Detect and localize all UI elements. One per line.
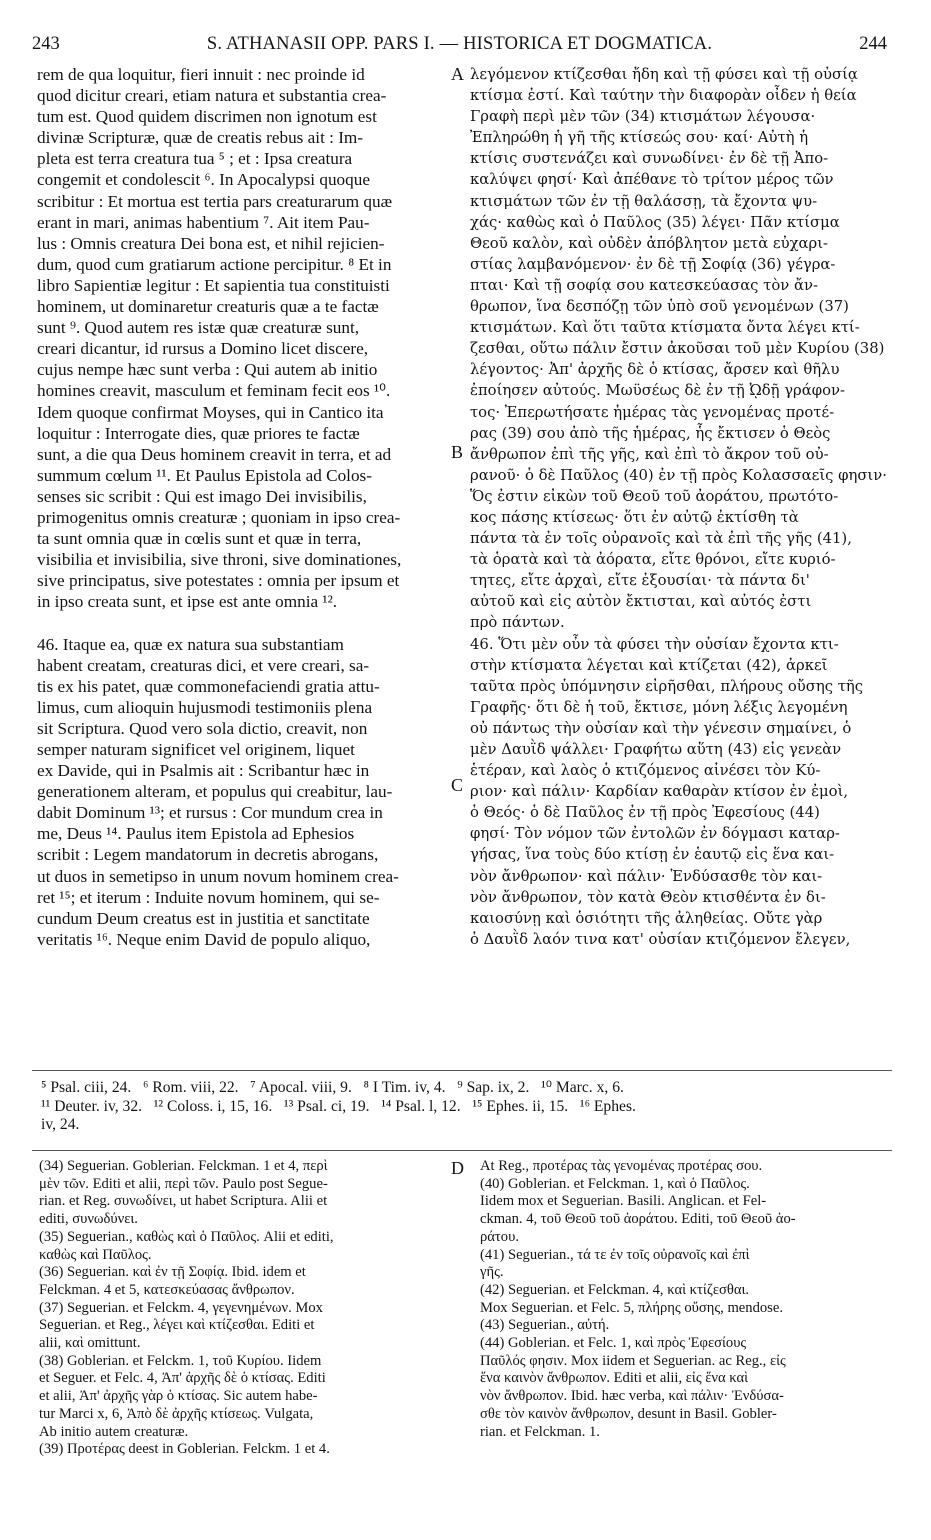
latin-column xyxy=(37,64,449,950)
latin-text-line: rem de qua loquitur, fieri innuit : nec proinde id xyxy=(37,65,365,84)
latin-text-line: tis ex his patet, quæ commonefaciendi gratia attu- xyxy=(37,676,380,696)
latin-text-line: ret ¹⁵; et iterum : Induite novum hominem, qui se- xyxy=(37,887,380,907)
running-title: S. ATHANASII OPP. PARS I. — HISTORICA ET DOGMATICA. xyxy=(206,34,713,54)
note-line: tur Marci x, 6, Ἀπὸ δὲ ἀρχῆς κτίσεως. Vulgata, xyxy=(39,1405,314,1422)
note-line: (39) Προτέρας deest in Goblerian. Felckm. 1 et 4. xyxy=(39,1441,330,1458)
greek-text-line: 46. Ὅτι μὲν οὖν τὰ φύσει τὴν οὐσίαν ἔχοντα κτι- xyxy=(470,635,839,653)
greek-column xyxy=(470,64,885,950)
note-line: rian. et Felckman. 1. xyxy=(480,1423,600,1440)
greek-text-line: ριον· καὶ πάλιν· Καρδίαν καθαρὰν κτίσον ἐν ἐμοὶ, xyxy=(470,783,849,801)
margin-marker-b: B xyxy=(451,442,464,462)
latin-text-line: cundum Deum creatus est in justitia et sanctitate xyxy=(37,908,370,928)
note-line: καθὼς καὶ Παῦλος. xyxy=(39,1246,152,1263)
note-line: (43) Seguerian., αὐτή. xyxy=(480,1317,610,1334)
greek-text-line: Θεοῦ καλὸν, καὶ οὐδὲν ἀπόβλητον μετὰ εὐχαρι- xyxy=(470,234,829,252)
latin-text-line: sunt ⁹. Quod autem res istæ quæ creaturæ sunt, xyxy=(37,318,360,338)
greek-text-line: νὸν ἄνθρωπον, τὸν κατὰ Θεὸν κτισθέντα ἐν δι- xyxy=(470,888,826,906)
latin-text-line: tum est. Quod quidem discrimen non ignotum est xyxy=(37,107,377,127)
latin-text-line: habent creatam, creaturas dici, et vere creari, sa- xyxy=(37,655,370,675)
greek-text-line: θρωπον, ἵνα δεσπόζῃ τῶν ὑπὸ σοῦ γενομένων (37) xyxy=(470,298,849,316)
latin-text-line: me, Deus ¹⁴. Paulus item Epistola ad Ephesios xyxy=(37,824,355,844)
greek-text-line: κτισμάτων. Καὶ ὅτι ταῦτα κτίσματα ὄντα λέγει κτί- xyxy=(470,319,860,337)
margin-marker-d: D xyxy=(451,1158,464,1178)
note-line: Seguerian. et Reg., λέγει καὶ κτίζεσθαι. Editi et xyxy=(39,1317,315,1334)
note-line: ckman. 4, τοῦ Θεοῦ τοῦ ἀοράτου. Editi, τοῦ Θεοῦ ἀο- xyxy=(480,1211,796,1228)
greek-text-line: τητες, εἴτε ἀρχαὶ, εἴτε ἐξουσίαι· τὰ πάντα δι' xyxy=(470,572,810,590)
greek-text-line: αὐτοῦ καὶ εἰς αὐτὸν ἔκτισται, καὶ αὐτός ἐστι xyxy=(470,593,812,611)
latin-text-line: Idem quoque confirmat Moyses, qui in Cantico ita xyxy=(37,402,384,422)
greek-text-line: καλύψει φησί· Καὶ ἀπέθανε τὸ τρίτον μέρος τῶν xyxy=(470,171,834,189)
latin-text-line: quod dicitur creari, etiam natura et substantia crea- xyxy=(37,86,387,106)
latin-text-line: senses sic scribit : Qui est imago Dei invisibilis, xyxy=(37,486,367,506)
note-line: Ab initio autem creaturæ. xyxy=(39,1423,189,1440)
greek-text-line: ὁ Δαυῒδ λαόν τινα κατ' οὐσίαν κτιζόμενον ἔλεγεν, xyxy=(470,930,851,948)
latin-text-line: scribitur : Et mortua est tertia pars creaturarum quæ xyxy=(37,191,393,211)
greek-text-line: ταῦτα πρὸς ὑπόμνησιν εἰρῆσθαι, πλήρους οὔσης τῆς xyxy=(470,677,864,695)
footnote-line: ¹¹ Deuter. iv, 32. ¹² Coloss. i, 15, 16. ¹³ Psal. ci, 19. ¹⁴ Psal. l, 12. ¹⁵ Ephes. ii, 15. ¹⁶ Ephes. xyxy=(41,1097,636,1115)
latin-text-line: divinæ Scripturæ, quæ de creatis rebus ait : Im- xyxy=(37,128,364,148)
latin-text-line: pleta est terra creatura tua ⁵ ; et : Ipsa creatura xyxy=(37,149,353,169)
margin-marker-c: C xyxy=(451,775,464,795)
note-line: (37) Seguerian. et Felckm. 4, γεγενημένων. Mox xyxy=(39,1299,323,1316)
note-line: (38) Goblerian. et Felckm. 1, τοῦ Κυρίου. Iidem xyxy=(39,1352,322,1369)
latin-text-line: ex Davide, qui in Psalmis ait : Scribantur hæc in xyxy=(37,761,370,781)
note-line: alii, καὶ omittunt. xyxy=(39,1335,141,1352)
note-line: (36) Seguerian. καὶ ἐν τῇ Σοφίᾳ. Ibid. idem et xyxy=(39,1264,306,1281)
note-line: σθε τὸν καινὸν ἄνθρωπον, desunt in Basil. Gobler- xyxy=(480,1405,777,1422)
greek-text-line: ὁ Θεός· ὁ δὲ Παῦλος ἐν τῇ πρὸς Ἐφεσίους (44) xyxy=(470,804,820,822)
latin-text-line xyxy=(37,612,449,633)
latin-text-line: congemit et condolescit ⁶. In Apocalypsi quoque xyxy=(37,170,370,190)
latin-text-line: hominem, ut dominaretur creaturis quæ a te factæ xyxy=(37,297,379,317)
greek-text-line: Ἐπληρώθη ἡ γῆ τῆς κτίσεώς σου· καί· Αὐτὴ ἡ xyxy=(470,129,809,147)
greek-text-line: κτίσις συστενάζει καὶ συνωδίνει· ἐν δὲ τῇ Ἀπο- xyxy=(470,150,829,168)
greek-text-line: γήσας, ἵνα τοὺς δύο κτίσῃ ἐν ἑαυτῷ εἰς ἕνα και- xyxy=(470,846,835,864)
notes-divider xyxy=(32,1150,892,1151)
critical-notes-left xyxy=(39,1158,451,1459)
critical-notes-right xyxy=(480,1158,890,1441)
greek-text-line: καιοσύνῃ καὶ ὁσιότητι τῆς ἀληθείας. Οὔτε γὰρ xyxy=(470,909,823,927)
latin-text-line: libro Sapientiæ legitur : Et sapientia tua constituisti xyxy=(37,275,390,295)
greek-text-line: κτίσμα ἐστί. Καὶ ταύτην τὴν διαφορὰν οἶδεν ἡ θεία xyxy=(470,87,857,105)
note-line: Felckman. 4 et 5, κατεσκεύασας ἄνθρωπον. xyxy=(39,1281,295,1298)
latin-text-line: homines creavit, masculum et feminam fecit eos ¹⁰. xyxy=(37,381,391,401)
greek-text-line: ρανοῦ· ὁ δὲ Παῦλος (40) ἐν τῇ πρὸς Κολασσαεῖς φησιν· xyxy=(470,466,887,484)
latin-text-line: in ipso creata sunt, et ipse est ante omnia ¹². xyxy=(37,592,338,612)
note-line: (35) Seguerian., καθὼς καὶ ὁ Παῦλος. Alii et editi, xyxy=(39,1228,334,1245)
scripture-footnotes xyxy=(41,1079,891,1135)
latin-text-line: loquitur : Interrogate dies, quæ priores te factæ xyxy=(37,423,360,443)
greek-text-line: ἄνθρωπον ἐπὶ τῆς γῆς, καὶ ἐπὶ τὸ ἄκρον τοῦ οὐ- xyxy=(470,445,829,463)
latin-text-line: sunt, a die qua Deus hominem creavit in terra, et ad xyxy=(37,444,392,464)
note-line: (34) Seguerian. Goblerian. Felckman. 1 et 4, περὶ xyxy=(39,1158,328,1174)
latin-text-line: veritatis ¹⁶. Neque enim David de populo aliquo, xyxy=(37,929,371,949)
page-number-left: 243 xyxy=(32,34,60,54)
greek-text-line: τὰ ὁρατὰ καὶ τὰ ἀόρατα, εἴτε θρόνοι, εἴτε κυριό- xyxy=(470,551,836,569)
latin-text-line: cujus nempe hæc sunt verba : Qui autem ab initio xyxy=(37,360,378,380)
greek-text-line: πται· Καὶ τῇ σοφίᾳ σου κατεσκεύασας τὸν ἄν- xyxy=(470,276,818,294)
latin-text-line: visibilia et invisibilia, sive throni, sive dominationes, xyxy=(37,550,402,570)
greek-text-line: πρὸ πάντων. xyxy=(470,614,565,632)
greek-text-line: τος· Ἐπερωτήσατε ἡμέρας τὰς γενομένας προτέ- xyxy=(470,403,835,421)
note-line: rian. et Reg. συνωδίνει, ut habet Scriptura. Alii et xyxy=(39,1193,328,1210)
greek-text-line: λέγοντος· Ἀπ' ἀρχῆς δὲ ὁ κτίσας, ἄρσεν καὶ θῆλυ xyxy=(470,361,840,379)
note-line: ράτου. xyxy=(480,1228,519,1245)
greek-text-line: ζεσθαι, οὕτω πάλιν ἔστιν ἀκοῦσαι τοῦ μὲν Κυρίου (38) xyxy=(470,340,885,358)
latin-text-line: erant in mari, animas habentium ⁷. Ait item Pau- xyxy=(37,212,370,232)
greek-text-line: στὴν κτίσματα λέγεται καὶ κτίζεται (42), ἀρκεῖ xyxy=(470,656,828,674)
greek-text-line: λεγόμενον κτίζεσθαι ἤδη καὶ τῇ φύσει καὶ τῇ οὐσίᾳ xyxy=(470,66,858,83)
note-line: Mox Seguerian. et Felc. 5, πλήρης οὔσης, mendose. xyxy=(480,1299,783,1316)
greek-text-line: οὐ πάντως τὴν οὐσίαν καὶ τὴν γένεσιν σημαίνει, ὁ xyxy=(470,719,852,737)
latin-text-line: sit Scriptura. Quod vero sola dictio, creavit, non xyxy=(37,718,368,738)
latin-text-line: semper naturam significet vel originem, liquet xyxy=(37,740,355,759)
note-line: (40) Goblerian. et Felckman. 1, καὶ ὁ Παῦλος. xyxy=(480,1175,750,1192)
greek-text-line: Γραφῆς· ὅτι δὲ ἡ τοῦ, ἔκτισε, μόνη λέξις λεγομένη xyxy=(470,698,848,716)
note-line: μὲν τῶν. Editi et alii, περὶ τῶν. Paulo post Segue- xyxy=(39,1175,328,1192)
page-number-right: 244 xyxy=(859,34,887,54)
note-line: (44) Goblerian. et Felc. 1, καὶ πρὸς Ἐφεσίους xyxy=(480,1335,747,1352)
footnote-line: ⁵ Psal. ciii, 24. ⁶ Rom. viii, 22. ⁷ Apocal. viii, 9. ⁸ I Tim. iv, 4. ⁹ Sap. ix, 2. ¹⁰ Marc. x, 6. xyxy=(41,1079,624,1096)
greek-text-line: ρας (39) σου ἀπὸ τῆς ἡμέρας, ἧς ἔκτισεν ὁ Θεὸς xyxy=(470,424,831,442)
note-line: (42) Seguerian. et Felckman. 4, καὶ κτίζεσθαι. xyxy=(480,1281,750,1298)
greek-text-line: πάντα τὰ ἐν τοῖς οὐρανοῖς καὶ τὰ ἐπὶ τῆς γῆς (41), xyxy=(470,530,852,548)
note-line: γῆς. xyxy=(480,1264,504,1281)
note-line: Iidem mox et Seguerian. Basili. Anglican. et Fel- xyxy=(480,1193,767,1210)
footnote-divider xyxy=(32,1070,892,1071)
greek-text-line: χάς· καθὼς καὶ ὁ Παῦλος (35) λέγει· Πᾶν κτίσμα xyxy=(470,213,840,231)
note-line: At Reg., προτέρας τὰς γενομένας προτέρας σου. xyxy=(480,1158,763,1174)
greek-text-line: ἑτέραν, καὶ λαὸς ὁ κτιζόμενος αἰνέσει τὸν Κύ- xyxy=(470,762,821,780)
latin-text-line: ut duos in semetipso in unum novum hominem crea- xyxy=(37,866,399,886)
greek-text-line: φησί· Τὸν νόμον τῶν ἐντολῶν ἐν δόγμασι καταρ- xyxy=(470,825,840,843)
latin-text-line: generationem alteram, et populus qui creabitur, lau- xyxy=(37,782,393,802)
note-line: (41) Seguerian., τά τε ἐν τοῖς οὐρανοῖς καὶ ἐπὶ xyxy=(480,1246,750,1263)
note-line: ἕνα καινὸν ἄνθρωπον. Editi et alii, εἰς ἕνα καὶ xyxy=(480,1370,749,1387)
note-line: Παῦλός φησιν. Mox iidem et Seguerian. ac Reg., εἰς xyxy=(480,1352,786,1369)
latin-text-line: sive principatus, sive potestates : omnia per ipsum et xyxy=(37,571,400,591)
latin-text-line: primogenitus omnis creaturæ ; quoniam in ipso crea- xyxy=(37,507,401,527)
note-line: et Seguer. et Felc. 4, Ἀπ' ἀρχῆς δὲ ὁ κτίσας. Editi xyxy=(39,1370,326,1387)
latin-text-line: dabit Dominum ¹³; et rursus : Cor mundum crea in xyxy=(37,803,383,823)
running-header xyxy=(32,34,887,58)
greek-text-line: νὸν ἄνθρωπον· καὶ πάλιν· Ἐνδύσασθε τὸν και- xyxy=(470,867,823,885)
greek-text-line: κτισμάτων τῶν ἐν τῇ θαλάσσῃ, τὰ ἔχοντα ψυ- xyxy=(470,192,818,210)
latin-text-line: ta sunt omnia quæ in cœlis sunt et quæ in terra, xyxy=(37,529,362,549)
greek-text-line: Ὅς ἐστιν εἰκὼν τοῦ Θεοῦ τοῦ ἀοράτου, πρωτότο- xyxy=(470,487,839,505)
greek-text-line: ἐποίησεν αὐτούς. Μωϋσέως δὲ ἐν τῇ ᾨδῇ γράφον- xyxy=(470,382,846,400)
greek-text-line: στίας λαμβανόμενον· ἐν δὲ τῇ Σοφίᾳ (36) γέγρα- xyxy=(470,255,836,273)
latin-text-line: limus, cum alioquin hujusmodi testimoniis plena xyxy=(37,697,373,717)
greek-text-line: μὲν Δαυῒδ ψάλλει· Γραφήτω αὕτη (43) εἰς γενεὰν xyxy=(470,741,842,758)
note-line: et alii, Ἀπ' ἀρχῆς γὰρ ὁ κτίσας. Sic autem habe- xyxy=(39,1388,318,1405)
margin-marker-a: A xyxy=(451,64,464,84)
latin-text-line: scribit : Legem mandatorum in decretis abrogans, xyxy=(37,845,379,865)
latin-text-line: summum cœlum ¹¹. Et Paulus Epistola ad Colos- xyxy=(37,465,372,485)
latin-text-line: lus : Omnis creatura Dei bona est, et nihil rejicien- xyxy=(37,233,385,253)
latin-text-line: dum, quod cum gratiarum actione percipitur. ⁸ Et in xyxy=(37,254,392,274)
greek-text-line: Γραφὴ περὶ μὲν τῶν (34) κτισμάτων λέγουσα· xyxy=(470,108,816,126)
latin-text-line: 46. Itaque ea, quæ ex natura sua substantiam xyxy=(37,634,344,654)
greek-text-line: κος πάσης κτίσεως· ὅτι ἐν αὐτῷ ἐκτίσθη τὰ xyxy=(470,508,799,526)
footnote-line: iv, 24. xyxy=(41,1116,80,1134)
note-line: editi, συνωδύνει. xyxy=(39,1211,138,1228)
latin-text-line: creari dicantur, id rursus a Domino licet discere, xyxy=(37,339,369,359)
note-line: νὸν ἄνθρωπον. Ibid. hæc verba, καὶ πάλιν· Ἐνδύσα- xyxy=(480,1388,784,1405)
